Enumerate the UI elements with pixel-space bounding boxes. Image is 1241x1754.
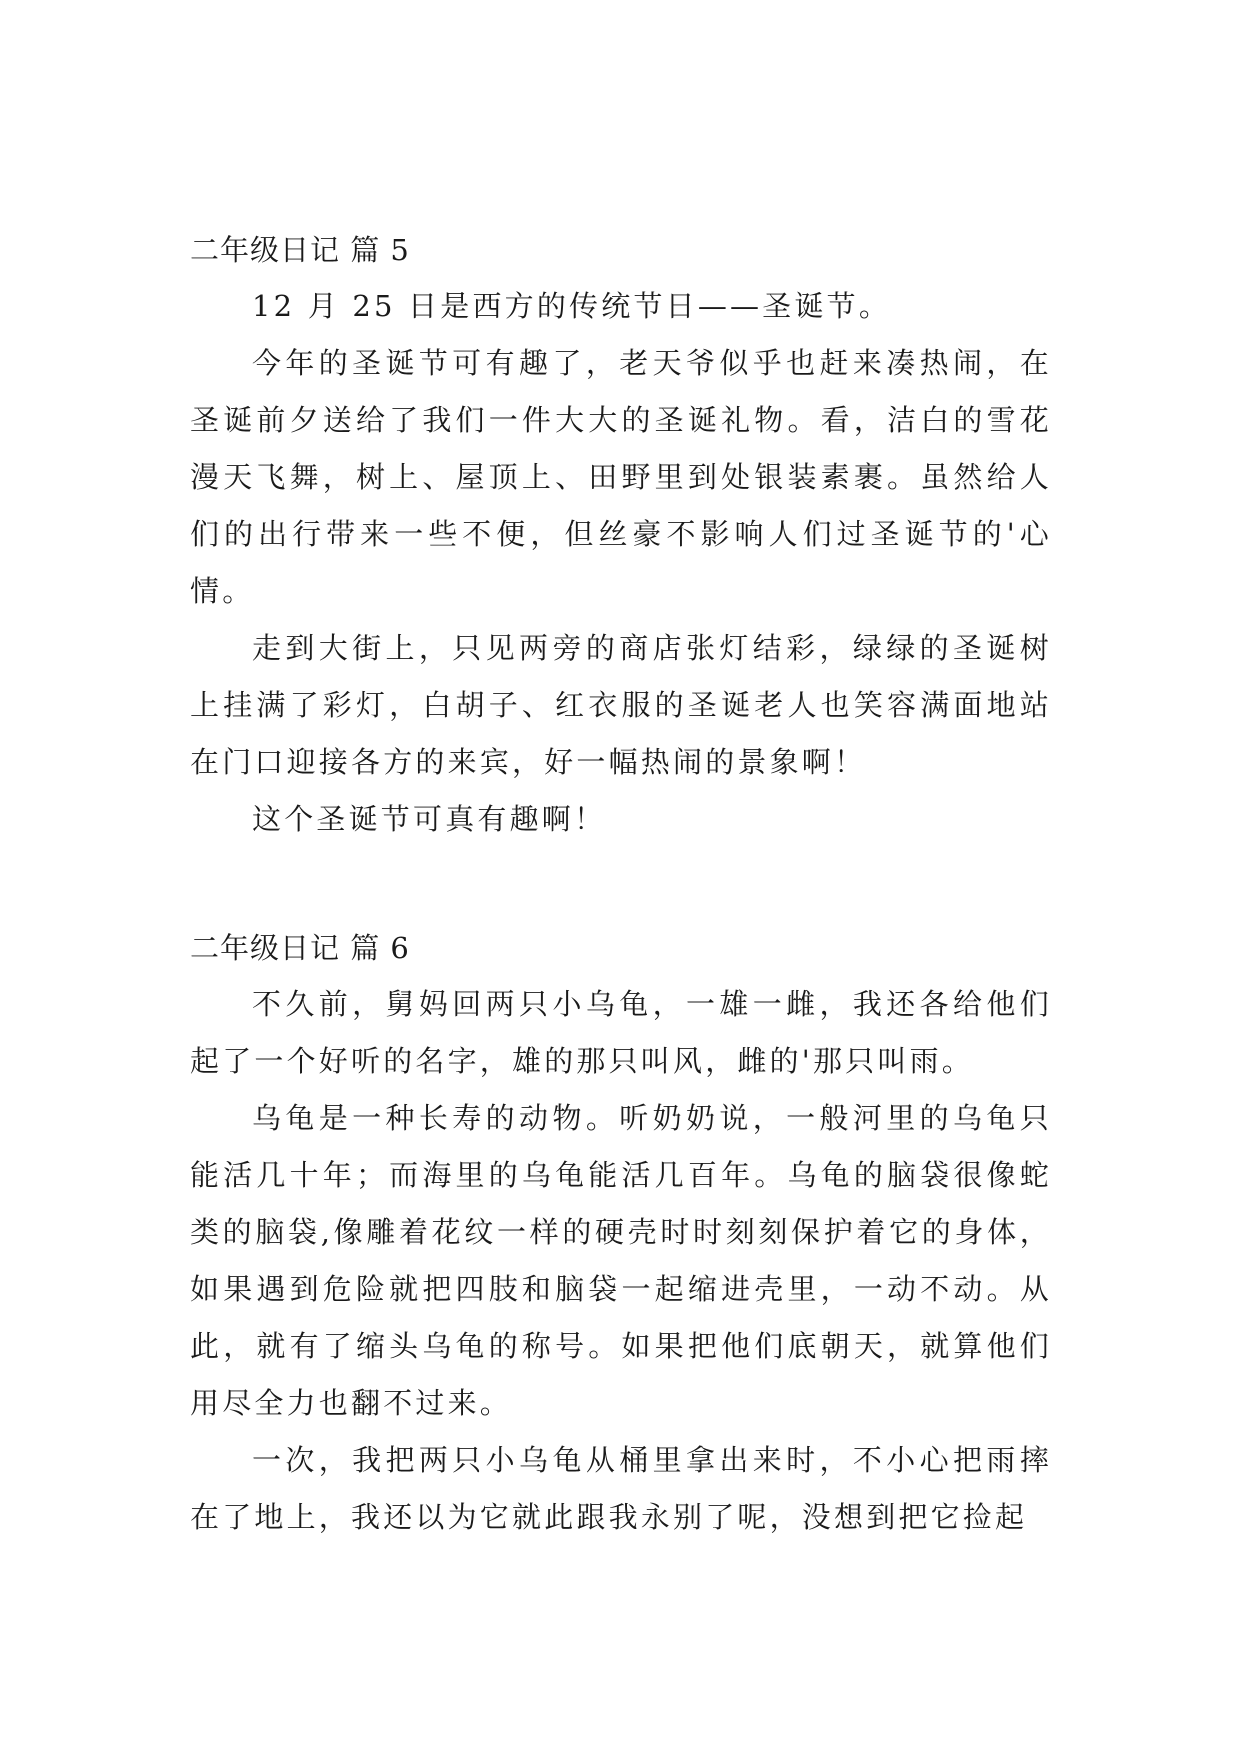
paragraph: 走到大街上，只见两旁的商店张灯结彩，绿绿的圣诞树上挂满了彩灯，白胡子、红衣服的圣诞老人也笑容满面地站在门口迎接各方的来宾，好一幅热闹的景象啊！	[190, 631, 1052, 779]
section-title: 二年级日记 篇 5	[190, 233, 410, 267]
document-page	[190, 222, 1052, 1546]
diary-section-6	[190, 920, 1052, 1546]
paragraph: 今年的圣诞节可有趣了，老天爷似乎也赶来凑热闹，在圣诞前夕送给了我们一件大大的圣诞礼物。看，洁白的雪花漫天飞舞，树上、屋顶上、田野里到处银装素裹。虽然给人们的出行带来一些不便，但丝豪不影响人们过圣诞节的'心情。	[190, 346, 1052, 608]
section-title: 二年级日记 篇 6	[190, 931, 410, 965]
diary-section-5	[190, 222, 1052, 848]
section-gap	[190, 848, 1052, 920]
paragraph: 乌龟是一种长寿的动物。听奶奶说，一般河里的乌龟只能活几十年；而海里的乌龟能活几百年。乌龟的脑袋很像蛇类的脑袋,像雕着花纹一样的硬壳时时刻刻保护着它的身体，如果遇到危险就把四肢和脑袋一起缩进壳里，一动不动。从此，就有了缩头乌龟的称号。如果把他们底朝天，就算他们用尽全力也翻不过来。	[190, 1101, 1052, 1420]
paragraph: 不久前，舅妈回两只小乌龟，一雄一雌，我还各给他们起了一个好听的名字，雄的那只叫风，雌的'那只叫雨。	[190, 987, 1052, 1078]
paragraph: 一次，我把两只小乌龟从桶里拿出来时，不小心把雨摔在了地上，我还以为它就此跟我永别了呢，没想到把它捡起	[190, 1443, 1052, 1534]
paragraph: 这个圣诞节可真有趣啊！	[252, 802, 607, 836]
paragraph: 12 月 25 日是西方的传统节日——圣诞节。	[252, 289, 892, 323]
